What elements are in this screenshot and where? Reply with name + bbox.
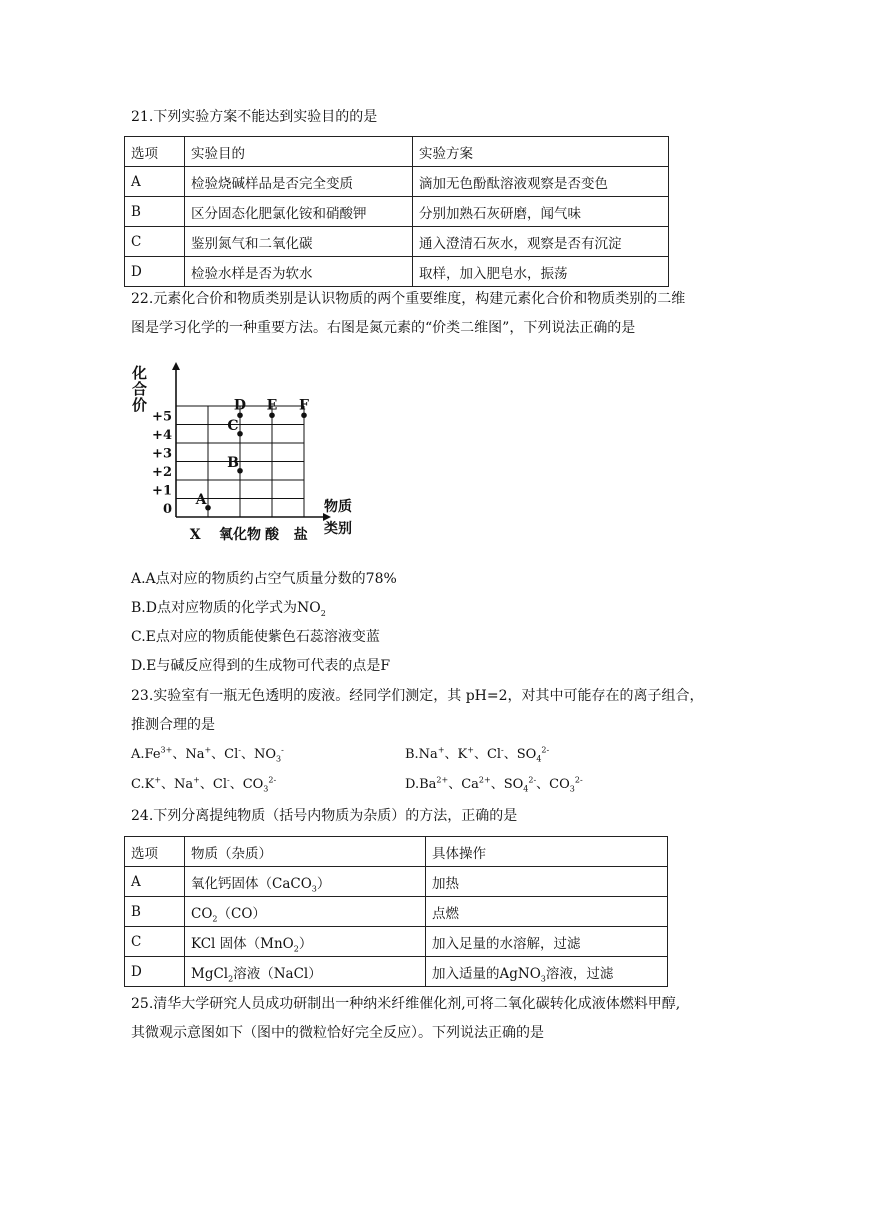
table-cell: D (125, 957, 185, 987)
ion-subscript: 3 (276, 754, 282, 764)
ion-charge: 2- (574, 775, 583, 785)
chart-points (195, 397, 309, 510)
ion-charge: + (467, 745, 474, 755)
data-point (269, 412, 275, 418)
header-cell: 具体操作 (426, 837, 668, 867)
q22-option-a: A.A点对应的物质约占空气质量分数的78% (131, 571, 397, 587)
ion-text: D.Ba (405, 777, 437, 792)
table-row (125, 257, 669, 287)
ion-text: B.Na (405, 747, 438, 762)
cell-subscript: 2 (212, 914, 218, 924)
y-axis-title-char: 化 (132, 364, 148, 382)
q23-option-d (405, 775, 583, 795)
table-cell: 分别加熟石灰研磨，闻气味 (413, 197, 669, 227)
table-cell: 区分固态化肥氯化铵和硝酸钾 (185, 197, 413, 227)
header-cell: 选项 (125, 137, 185, 167)
ion-charge: - (281, 745, 284, 755)
table-row (125, 197, 669, 227)
x-category-label: X (189, 527, 201, 543)
ion-text: 、Cl (473, 747, 502, 762)
y-tick-label: +3 (152, 446, 172, 462)
header-cell: 选项 (125, 837, 185, 867)
header-cell: 实验方案 (413, 137, 669, 167)
table-cell (185, 897, 426, 927)
table-header-row (125, 837, 668, 867)
cell-text: 溶液，过滤 (545, 965, 614, 982)
y-tick-label: +2 (152, 464, 172, 480)
y-tick-label: +4 (152, 427, 172, 443)
ion-charge: + (437, 745, 445, 755)
table-cell (426, 957, 668, 987)
data-point-label: D (233, 397, 247, 414)
q22-stem-line2: 图是学习化学的一种重要方法。右图是氮元素的“价类二维图”，下列说法正确的是 (131, 320, 636, 336)
header-cell: 物质（杂质） (185, 837, 426, 867)
ion-text: 、Na (161, 777, 194, 792)
table-cell: B (125, 897, 185, 927)
q22-option-b-text: B.D点对应物质的化学式为NO (131, 600, 321, 616)
table-row (125, 897, 668, 927)
q22-stem-line1: 22.元素化合价和物质类别是认识物质的两个重要维度，构建元素化合价和物质类别的二维 (131, 291, 686, 307)
cell-subscript: 3 (540, 974, 546, 984)
header-cell: 实验目的 (185, 137, 413, 167)
data-point-label: C (227, 417, 239, 434)
valence-category-chart (128, 360, 363, 550)
table-cell (185, 927, 426, 957)
table-cell (185, 867, 426, 897)
table-row (125, 227, 669, 257)
ion-charge: 2+ (436, 775, 449, 785)
table-cell: 滴加无色酚酞溶液观察是否变色 (413, 167, 669, 197)
cell-text: ） (298, 935, 313, 952)
table-cell: C (125, 927, 185, 957)
table-cell: 点燃 (426, 897, 668, 927)
x-category-label: 盐 (293, 527, 308, 543)
x-axis-title-line: 类别 (324, 521, 352, 537)
ion-charge: 2- (541, 745, 550, 755)
table-cell (185, 957, 426, 987)
q22-option-c: C.E点对应的物质能使紫色石蕊溶液变蓝 (131, 629, 380, 645)
table-cell: C (125, 227, 185, 257)
ion-charge: - (226, 775, 230, 785)
q23-stem-line2: 推测合理的是 (131, 717, 215, 733)
q23-option-a (131, 745, 284, 765)
ion-text: 、CO (536, 777, 570, 792)
cell-text: 加入适量的AgNO (432, 965, 541, 982)
cell-text: CO (191, 905, 213, 922)
table-cell: 加入足量的水溶解，过滤 (426, 927, 668, 957)
table-row (125, 167, 669, 197)
table-cell: D (125, 257, 185, 287)
table-cell: 加热 (426, 867, 668, 897)
y-axis-title-char: 合 (132, 380, 148, 398)
table-row (125, 957, 668, 987)
table-header-row (125, 137, 669, 167)
y-axis-arrow (172, 362, 180, 370)
q23-stem-line1: 23.实验室有一瓶无色透明的废液。经同学们测定，其 pH=2，对其中可能存在的离子组合， (131, 688, 704, 704)
q21-stem: 21.下列实验方案不能达到实验目的的是 (131, 109, 378, 125)
ion-text: 、Na (172, 747, 205, 762)
x-category-label: 氧化物 (219, 527, 261, 543)
cell-subscript: 3 (311, 884, 317, 894)
y-tick-label: +5 (152, 409, 172, 425)
ion-charge: - (238, 745, 241, 755)
x-category-label: 酸 (265, 527, 279, 543)
ion-charge: 3+ (160, 745, 173, 755)
data-point (301, 412, 307, 418)
cell-subscript: 2 (228, 974, 234, 984)
ion-subscript: 3 (569, 784, 575, 794)
y-axis-title-char: 价 (132, 396, 148, 414)
y-tick-label: +1 (152, 483, 172, 499)
q25-stem-line1: 25.清华大学研究人员成功研制出一种纳米纤维催化剂,可将二氧化碳转化成液体燃料甲醇, (131, 996, 681, 1012)
ion-charge: + (154, 775, 162, 785)
ion-charge: 2+ (478, 775, 491, 785)
table-cell: 通入澄清石灰水，观察是否有沉淀 (413, 227, 669, 257)
cell-text: 溶液（NaCl） (233, 965, 322, 982)
q24-stem: 24.下列分离提纯物质（括号内物质为杂质）的方法，正确的是 (131, 808, 518, 824)
y-tick-label: 0 (162, 501, 172, 517)
cell-text: KCl 固体（MnO (191, 935, 294, 952)
ion-charge: + (193, 775, 200, 785)
q23-option-c (131, 775, 276, 795)
table-cell: A (125, 167, 185, 197)
data-point-label: E (266, 397, 278, 414)
q21-table (124, 136, 669, 287)
q22-option-b (131, 598, 326, 618)
data-point-label: F (299, 397, 309, 414)
table-cell: 取样，加入肥皂水，振荡 (413, 257, 669, 287)
cell-text: （CO） (217, 905, 266, 922)
q22-option-d: D.E与碱反应得到的生成物可代表的点是F (131, 658, 391, 674)
chart-labels (131, 364, 352, 543)
cell-text: 氧化钙固体（CaCO (191, 875, 312, 892)
ion-text: 、Ca (448, 777, 479, 792)
ion-text: 、K (444, 747, 468, 762)
q25-stem-line2: 其微观示意图如下（图中的微粒恰好完全反应）。下列说法正确的是 (131, 1025, 544, 1041)
ion-charge: + (204, 745, 212, 755)
table-cell: 鉴别氮气和二氧化碳 (185, 227, 413, 257)
q23-option-b (405, 745, 549, 765)
cell-text: ） (316, 875, 331, 892)
cell-subscript: 2 (293, 944, 299, 954)
ion-text: 、Cl (211, 747, 239, 762)
table-cell: 检验水样是否为软水 (185, 257, 413, 287)
ion-text: 、CO (229, 777, 264, 792)
table-cell: 检验烧碱样品是否完全变质 (185, 167, 413, 197)
ion-subscript: 3 (263, 784, 269, 794)
data-point-label: A (195, 491, 207, 508)
ion-text: A.Fe (131, 747, 161, 762)
data-point-label: B (227, 454, 239, 471)
x-axis-title-line: 物质 (324, 499, 352, 515)
ion-charge: - (501, 745, 504, 755)
ion-charge: 2- (268, 775, 277, 785)
q24-table (124, 836, 668, 987)
table-row (125, 867, 668, 897)
ion-text: 、SO (503, 747, 537, 762)
cell-text: MgCl (191, 965, 229, 982)
ion-text: 、NO (240, 747, 277, 762)
ion-text: 、Cl (199, 777, 227, 792)
table-cell: B (125, 197, 185, 227)
ion-text: 、SO (490, 777, 524, 792)
ion-charge: 2- (528, 775, 537, 785)
ion-subscript: 4 (536, 754, 542, 764)
table-cell: A (125, 867, 185, 897)
q22-option-b-sub: 2 (320, 608, 326, 618)
data-point (237, 412, 243, 418)
ion-text: C.K (131, 777, 155, 792)
table-row (125, 927, 668, 957)
ion-subscript: 4 (523, 784, 529, 794)
